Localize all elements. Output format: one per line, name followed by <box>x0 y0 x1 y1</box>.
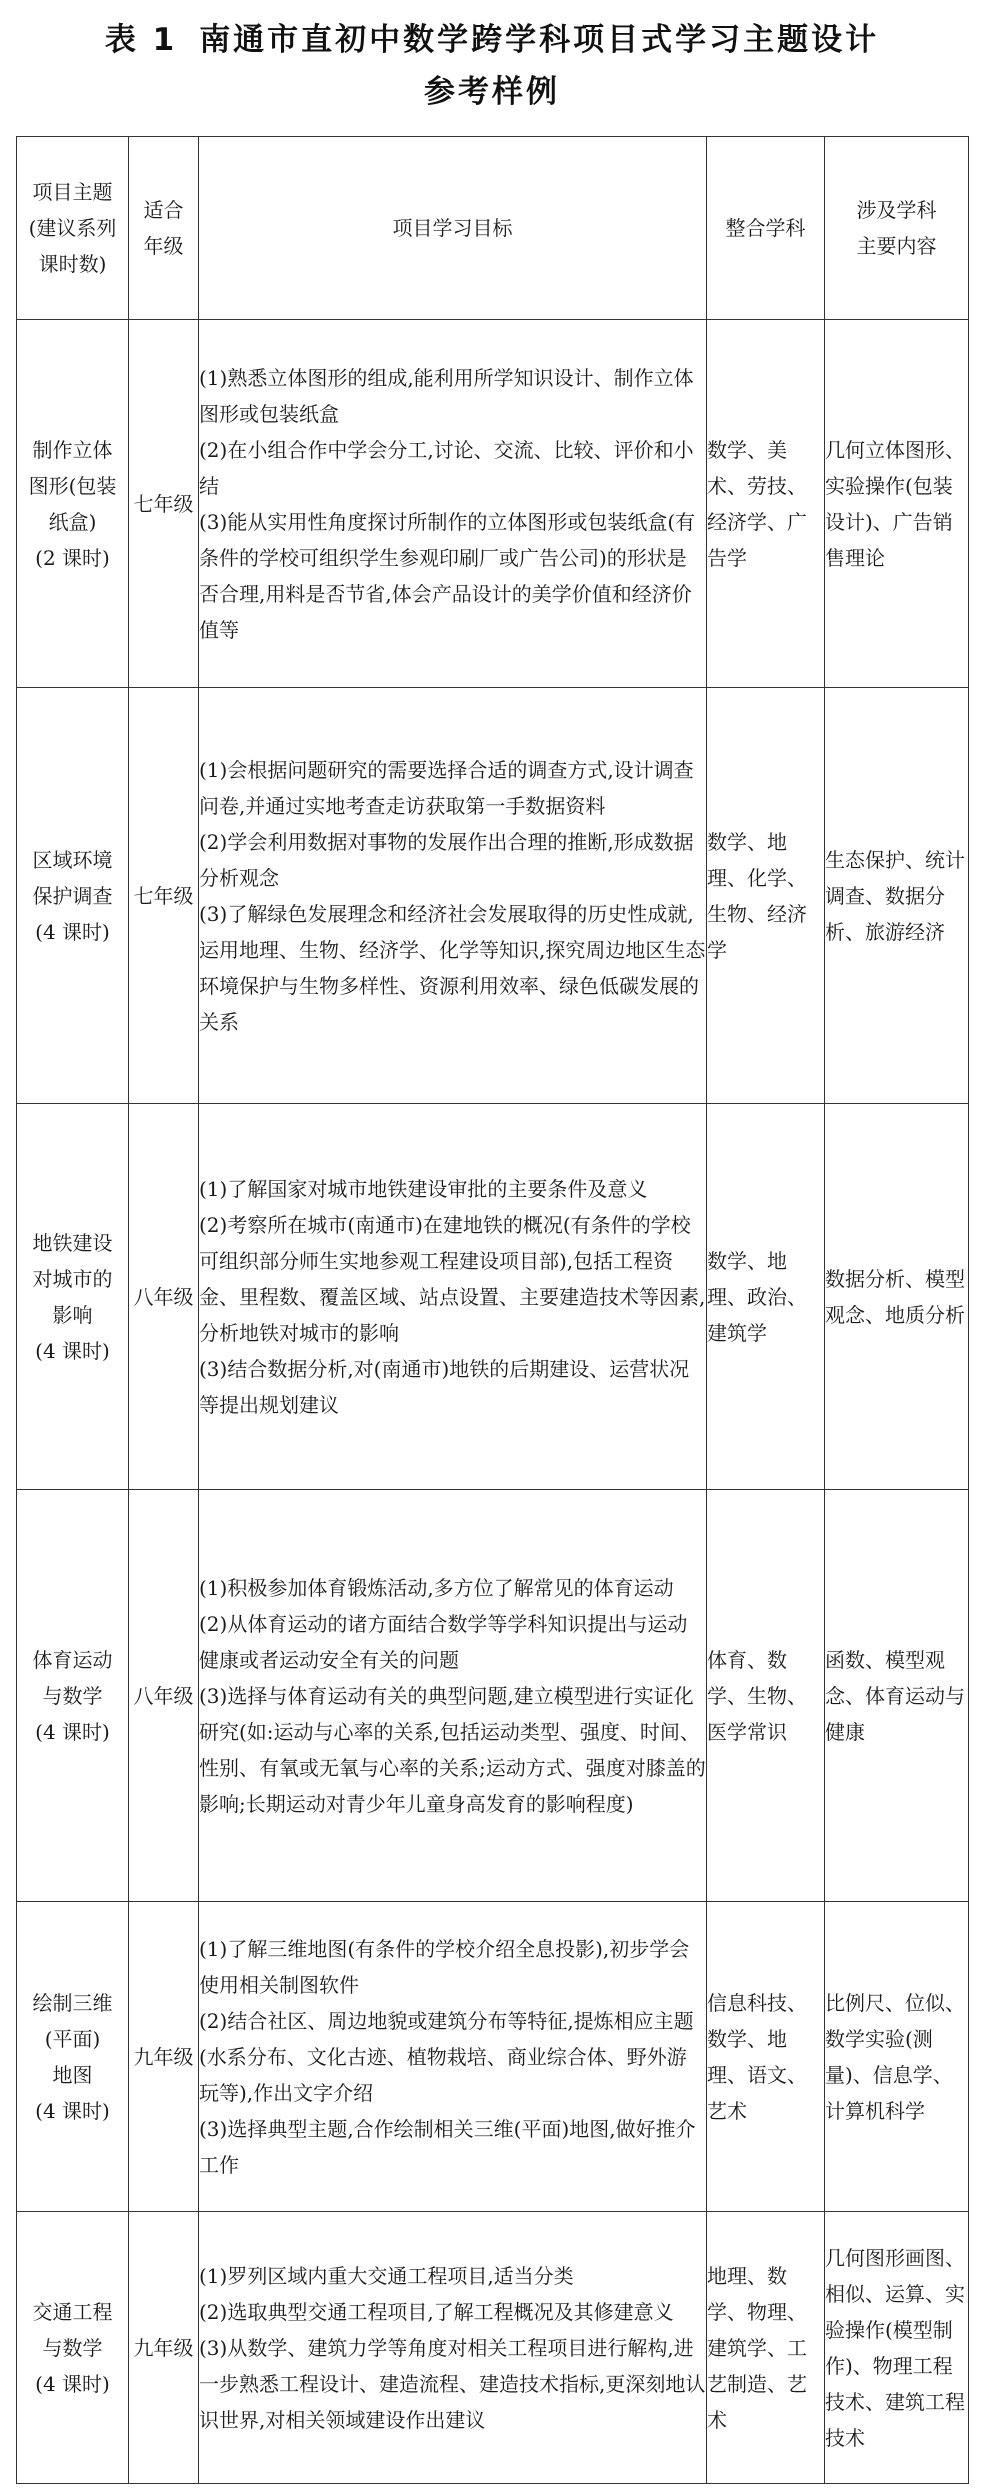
content-cell: 生态保护、统计调查、数据分析、旅游经济 <box>825 688 969 1104</box>
table-row <box>17 1490 969 1902</box>
header-goals-line: 项目学习目标 <box>392 216 513 240</box>
subjects-cell: 信息科技、数学、地理、语文、艺术 <box>707 1902 825 2212</box>
table-title-line2: 参考样例 <box>424 74 560 110</box>
topic-line: (2 课时) <box>35 545 110 570</box>
table-row <box>17 320 969 688</box>
goal-item: (1)熟悉立体图形的组成,能利用所学知识设计、制作立体图形或包装纸盒 <box>199 365 694 426</box>
topic-cell <box>17 688 129 1104</box>
topic-line: 对城市的 <box>32 1266 113 1291</box>
topic-line: 地铁建设 <box>32 1230 113 1255</box>
header-grade-line: 年级 <box>143 234 184 258</box>
content-cell: 比例尺、位似、数学实验(测量)、信息学、计算机科学 <box>825 1902 969 2212</box>
table-row <box>17 688 969 1104</box>
table-row <box>17 2212 969 2484</box>
content-cell: 几何图形画图、相似、运算、实验操作(模型制作)、物理工程技术、建筑工程技术 <box>825 2212 969 2484</box>
header-topic <box>17 137 129 320</box>
header-subjects <box>707 137 825 320</box>
goals-cell <box>199 2212 707 2484</box>
grade-cell: 七年级 <box>129 688 199 1104</box>
header-goals <box>199 137 707 320</box>
grade-cell: 八年级 <box>129 1104 199 1490</box>
goal-item: (3)选择与体育运动有关的典型问题,建立模型进行实证化研究(如:运动与心率的关系,包括运动类型、强度、时间、性别、有氧或无氧与心率的关系;运动方式、强度对膝盖的影响;长期运动对青少年儿童身高发育的影响程度) <box>199 1683 706 1816</box>
goal-item: (3)选择典型主题,合作绘制相关三维(平面)地图,做好推介工作 <box>199 2116 696 2177</box>
subjects-cell: 地理、数学、物理、建筑学、工艺制造、艺术 <box>707 2212 825 2484</box>
topic-cell <box>17 1902 129 2212</box>
topic-line: 绘制三维 <box>32 1990 113 2015</box>
goal-item: (3)结合数据分析,对(南通市)地铁的后期建设、运营状况等提出规划建议 <box>199 1356 690 1417</box>
topic-line: 制作立体 <box>32 437 113 462</box>
topic-line: 纸盒) <box>48 509 97 534</box>
grade-cell: 八年级 <box>129 1490 199 1902</box>
topic-line: 影响 <box>52 1302 93 1327</box>
topic-line: 体育运动 <box>32 1647 113 1672</box>
table-row <box>17 1902 969 2212</box>
goal-item: (1)了解国家对城市地铁建设审批的主要条件及意义 <box>199 1176 648 1201</box>
topic-line: 地图 <box>52 2062 93 2087</box>
content-cell: 数据分析、模型观念、地质分析 <box>825 1104 969 1490</box>
subjects-cell: 数学、地理、政治、建筑学 <box>707 1104 825 1490</box>
goal-item: (1)了解三维地图(有条件的学校介绍全息投影),初步学会使用相关制图软件 <box>199 1936 690 1997</box>
table-title-line1: 南通市直初中数学跨学科项目式学习主题设计 <box>199 22 880 58</box>
goal-item: (3)能从实用性角度探讨所制作的立体图形或包装纸盒(有条件的学校可组织学生参观印刷厂或广告公司)的形状是否合理,用料是否节省,体会产品设计的美学价值和经济价值等 <box>199 509 696 642</box>
topic-line: (4 课时) <box>35 919 110 944</box>
goal-item: (2)从体育运动的诸方面结合数学等学科知识提出与运动健康或者运动安全有关的问题 <box>199 1611 688 1672</box>
topic-cell <box>17 320 129 688</box>
topic-cell <box>17 1490 129 1902</box>
goal-item: (1)会根据问题研究的需要选择合适的调查方式,设计调查问卷,并通过实地考查走访获取第一手数据资料 <box>199 757 694 818</box>
goals-cell <box>199 320 707 688</box>
header-content-line: 涉及学科 <box>856 198 937 222</box>
table-number: 表 1 <box>104 22 178 58</box>
topic-line: (4 课时) <box>35 2371 110 2396</box>
goals-cell <box>199 688 707 1104</box>
grade-cell: 七年级 <box>129 320 199 688</box>
topic-cell <box>17 2212 129 2484</box>
goal-item: (3)了解绿色发展理念和经济社会发展取得的历史性成就,运用地理、生物、经济学、化学等知识,探究周边地区生态环境保护与生物多样性、资源利用效率、绿色低碳发展的关系 <box>199 901 706 1034</box>
goal-item: (2)结合社区、周边地貌或建筑分布等特征,提炼相应主题(水系分布、文化古迹、植物栽培、商业综合体、野外游玩等),作出文字介绍 <box>199 2008 694 2105</box>
header-topic-line: (建议系列 <box>28 216 117 240</box>
project-table <box>16 136 969 2484</box>
header-topic-line: 课时数) <box>38 252 107 276</box>
content-cell: 几何立体图形、实验操作(包装设计)、广告销售理论 <box>825 320 969 688</box>
subjects-cell: 数学、地理、化学、生物、经济学 <box>707 688 825 1104</box>
header-content <box>825 137 969 320</box>
topic-line: 保护调查 <box>32 883 113 908</box>
header-grade-line: 适合 <box>143 198 184 222</box>
topic-line: 图形(包装 <box>28 473 117 498</box>
goal-item: (2)在小组合作中学会分工,讨论、交流、比较、评价和小结 <box>199 437 694 498</box>
goal-item: (1)积极参加体育锻炼活动,多方位了解常见的体育运动 <box>199 1575 674 1600</box>
topic-line: (4 课时) <box>35 1719 110 1744</box>
topic-cell <box>17 1104 129 1490</box>
topic-line: 区域环境 <box>32 847 113 872</box>
header-topic-line: 项目主题 <box>32 180 113 204</box>
goals-cell <box>199 1490 707 1902</box>
topic-line: 交通工程 <box>32 2299 113 2324</box>
topic-line: (4 课时) <box>35 1338 110 1363</box>
goal-item: (2)选取典型交通工程项目,了解工程概况及其修建意义 <box>199 2299 674 2324</box>
goal-item: (1)罗列区域内重大交通工程项目,适当分类 <box>199 2263 574 2288</box>
subjects-cell: 数学、美术、劳技、经济学、广告学 <box>707 320 825 688</box>
topic-line: (平面) <box>44 2026 101 2051</box>
header-subjects-line: 整合学科 <box>725 216 806 240</box>
grade-cell: 九年级 <box>129 1902 199 2212</box>
header-grade <box>129 137 199 320</box>
grade-cell: 九年级 <box>129 2212 199 2484</box>
goal-item: (3)从数学、建筑力学等角度对相关工程项目进行解构,进一步熟悉工程设计、建造流程、建造技术指标,更深刻地认识世界,对相关领域建设作出建议 <box>199 2335 706 2432</box>
goals-cell <box>199 1902 707 2212</box>
header-row <box>17 137 969 320</box>
header-content-line: 主要内容 <box>856 234 937 258</box>
topic-line: 与数学 <box>42 1683 103 1708</box>
goals-cell <box>199 1104 707 1490</box>
topic-line: (4 课时) <box>35 2098 110 2123</box>
content-cell: 函数、模型观念、体育运动与健康 <box>825 1490 969 1902</box>
goal-item: (2)学会利用数据对事物的发展作出合理的推断,形成数据分析观念 <box>199 829 694 890</box>
topic-line: 与数学 <box>42 2335 103 2360</box>
table-row <box>17 1104 969 1490</box>
table-title <box>0 14 984 59</box>
subjects-cell: 体育、数学、生物、医学常识 <box>707 1490 825 1902</box>
goal-item: (2)考察所在城市(南通市)在建地铁的概况(有条件的学校可组织部分师生实地参观工程建设项目部),包括工程资金、里程数、覆盖区域、站点设置、主要建造技术等因素,分析地铁对城市的影响 <box>199 1212 706 1345</box>
